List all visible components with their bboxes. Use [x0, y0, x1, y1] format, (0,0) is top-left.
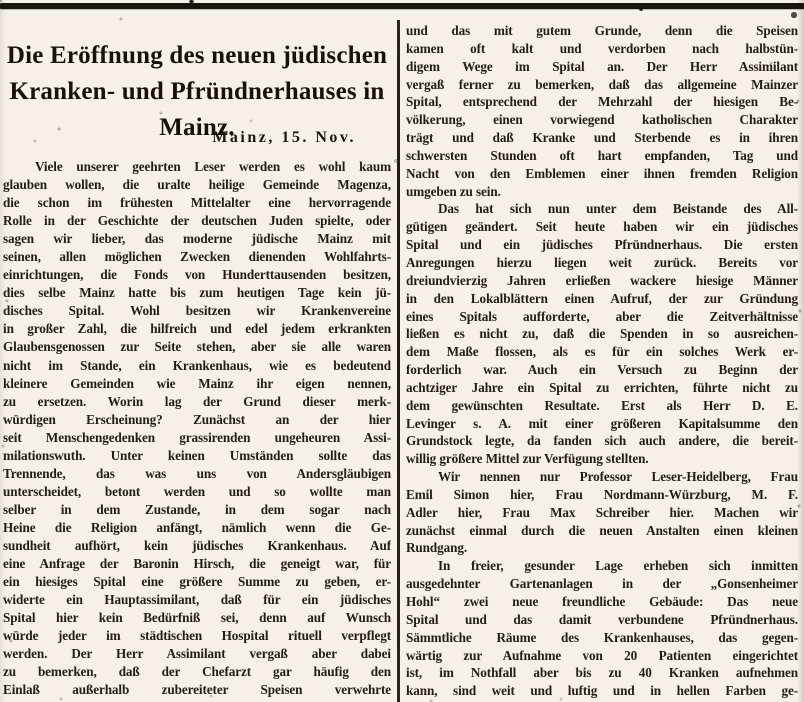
text-line: Spital und das damit verbundene Pfründnerhaus.	[406, 611, 798, 627]
text-line: seit Menschengedenken grassirenden ungeheuren Assi-	[3, 429, 391, 445]
text-line: dem gewünschten Resultate. Erst als Herr D. E.	[406, 397, 798, 413]
dateline: Mainz, 15. Nov.	[212, 129, 356, 146]
text-line: zu bemerken, daß der Chefarzt gar häufig den	[3, 664, 391, 680]
text-line: Adler hier, Frau Max Schreiber hier. Machen wir	[406, 504, 798, 520]
text-line: Spital hier kein Bedürfniß sei, denn auf Wunsch	[3, 610, 391, 626]
text-line: Trennende, das was uns von Andersgläubigen	[3, 465, 391, 481]
text-line: Hohl“ zwei neue freundliche Gebäude: Das neue	[406, 594, 798, 609]
text-line: Spital, entsprechend der Mehrzahl der hiesigen Be-	[406, 94, 798, 110]
text-line: kamen oft kalt und verdorben nach halbstün-	[406, 40, 798, 56]
text-line: sagen wir lieber, das moderne jüdische Mainz mit	[3, 231, 391, 247]
text-line: Einlaß außerhalb zubereiteter Speisen verwehrte	[3, 682, 391, 698]
text-line: ein hiesiges Spital eine größere Summe zu geben, er-	[3, 574, 391, 590]
text-line: dies selbe Mainz hatte bis zum heutigen Tage kein jü-	[3, 285, 391, 301]
text-line: Wir nennen nur Professor Leser-Heidelberg, Frau	[438, 469, 798, 485]
text-line: glauben wollen, die uralte heilige Gemeinde Magenza,	[3, 177, 391, 193]
text-line: sundheit aufhört, kein jüdisches Krankenhaus. Auf	[3, 537, 391, 553]
text-line: achtziger Jahre ein Spital zu errichten, führte nicht zu	[406, 379, 798, 395]
text-line: selber in dem Zustande, in dem sogar nach	[3, 501, 391, 517]
scan-speckles	[0, 0, 2, 2]
text-line: ausgedehnter Gartenanlagen in der „Gonsenheimer	[406, 576, 798, 592]
text-line: und das mit gutem Grunde, denn die Speisen	[406, 23, 798, 38]
text-line: eines Spitals aufforderte, aber die Zeitverhältnisse	[406, 308, 798, 324]
text-line: dreiundvierzig Jahren erließen wackere hiesige Männer	[406, 272, 798, 288]
column-divider-rule	[397, 20, 400, 702]
text-line: Viele unserer geehrten Leser werden es wohl kaum	[35, 159, 391, 174]
text-line: wärtig zur Aufnahme von 20 Patienten eingerichtet	[406, 647, 798, 663]
text-line: dem Maße flossen, als es für ein solches Werk er-	[406, 344, 798, 360]
text-line: die schon im frühesten Mittelalter eine hervorragende	[3, 195, 391, 211]
left-column	[3, 158, 391, 699]
text-line: werden. Der Herr Assimilant vergaß aber dabei	[3, 646, 391, 662]
text-line: Glaubensgenossen zur Seite stehen, aber sie alle waren	[3, 339, 391, 355]
text-line: zunächst einmal durch die neuen Anstalten einen kleinen	[406, 522, 798, 538]
text-line: zu ersetzen. Worin lag der Grund dieser merk-	[3, 393, 391, 409]
text-line: in großer Zahl, die hilfreich und edel jedem erkrankten	[3, 321, 391, 337]
text-line: Levinger s. A. mit einer größeren Kapitalsumme den	[406, 415, 798, 431]
text-line: Rundgang.	[406, 540, 468, 556]
masthead-rule	[0, 3, 804, 9]
text-line: Emil Simon hier, Frau Nordmann-Würzburg, M. F.	[406, 486, 798, 502]
text-line: trägt und daß Kranke und Sterbende es in ihren	[406, 130, 798, 146]
text-line: Sämmtliche Räume des Krankenhauses, das gegen-	[406, 629, 798, 645]
text-line: disches Spital. Wohl besitzen wir Krankenvereine	[3, 303, 391, 319]
text-line: digem Wege im Spital an. Der Herr Assimilant	[406, 58, 798, 74]
text-line: ließen es nicht zu, daß die Spenden in so ausreichen-	[406, 326, 798, 342]
text-line: Heine die Religion anfängt, nämlich wenn die Ge-	[3, 519, 391, 535]
text-line: nicht im Stande, ein Krankenhaus, wie es bedeutend	[3, 357, 391, 373]
text-line: eine Anfrage der Baronin Hirsch, die geneigt war, für	[3, 556, 391, 572]
text-line: gütigen geändert. Seit heute haben wir ein jüdisches	[406, 219, 798, 235]
text-line: Grundstock legte, da fanden sich auch andere, die bereit-	[406, 433, 798, 449]
text-line: vergaß ferner zu bemerken, daß das allgemeine Mainzer	[406, 76, 798, 92]
print-speck	[189, 0, 194, 3]
text-line: völkerung, einen vorwiegend katholischen Charakter	[406, 112, 798, 128]
text-line: widerte ein Hauptassimilant, daß für ein jüdisches	[3, 592, 391, 608]
text-line: seinen, allen möglichen Zwecken dienenden Wohlfahrts-	[3, 249, 391, 265]
text-line: Das hat sich nun unter dem Beistande des All-	[438, 201, 798, 217]
text-line: In freier, gesunder Lage erheben sich inmitten	[438, 558, 798, 574]
text-line: Spital und ein jüdisches Pfründnerhaus. Die ersten	[406, 237, 798, 253]
text-line: würdigen Erscheinung? Zunächst an der hier	[3, 411, 391, 427]
text-line: ist, im Nothfall aber bis zu 40 Kranken aufnehmen	[406, 665, 798, 681]
text-line: Nacht von den Emblemen einer ihnen fremden Religion	[406, 165, 798, 181]
text-line: kann, sind weit und luftig und in hellen Farben ge-	[406, 683, 798, 699]
headline-line-1: Die Eröffnung des neuen jüdischen	[6, 42, 388, 69]
text-line: Anregungen hierzu liegen weit zurück. Bereits vor	[406, 254, 798, 270]
text-line: würde jeder im städtischen Hospital rituell verpflegt	[3, 628, 391, 644]
text-line: in den Lokalblättern einen Aufruf, der zur Gründung	[406, 290, 798, 306]
text-line: schwersten Stunden oft hart empfanden, Tag und	[406, 147, 798, 163]
text-line: umgeben zu sein.	[406, 183, 501, 199]
text-line: forderlich war. Auch ein Versuch zu Beginn der	[406, 362, 798, 378]
text-line: willig größere Mittel zur Verfügung stellten.	[406, 451, 649, 467]
right-column	[406, 22, 798, 700]
headline-line-2: Kranken- und Pfründnerhauses in Mainz.	[9, 78, 385, 141]
text-line: milationswuth. Unter keinen Umständen sollte das	[3, 447, 391, 463]
text-line: Rolle in der Geschichte der deutschen Juden spielte, oder	[3, 213, 391, 229]
text-line: kleinere Gemeinden wie Mainz ihr eigen nennen,	[3, 375, 391, 391]
text-line: einrichtungen, die Fonds von Hunderttausenden besitzen,	[3, 267, 391, 283]
text-line: unterscheidet, betont werden und so wollte man	[3, 483, 391, 499]
